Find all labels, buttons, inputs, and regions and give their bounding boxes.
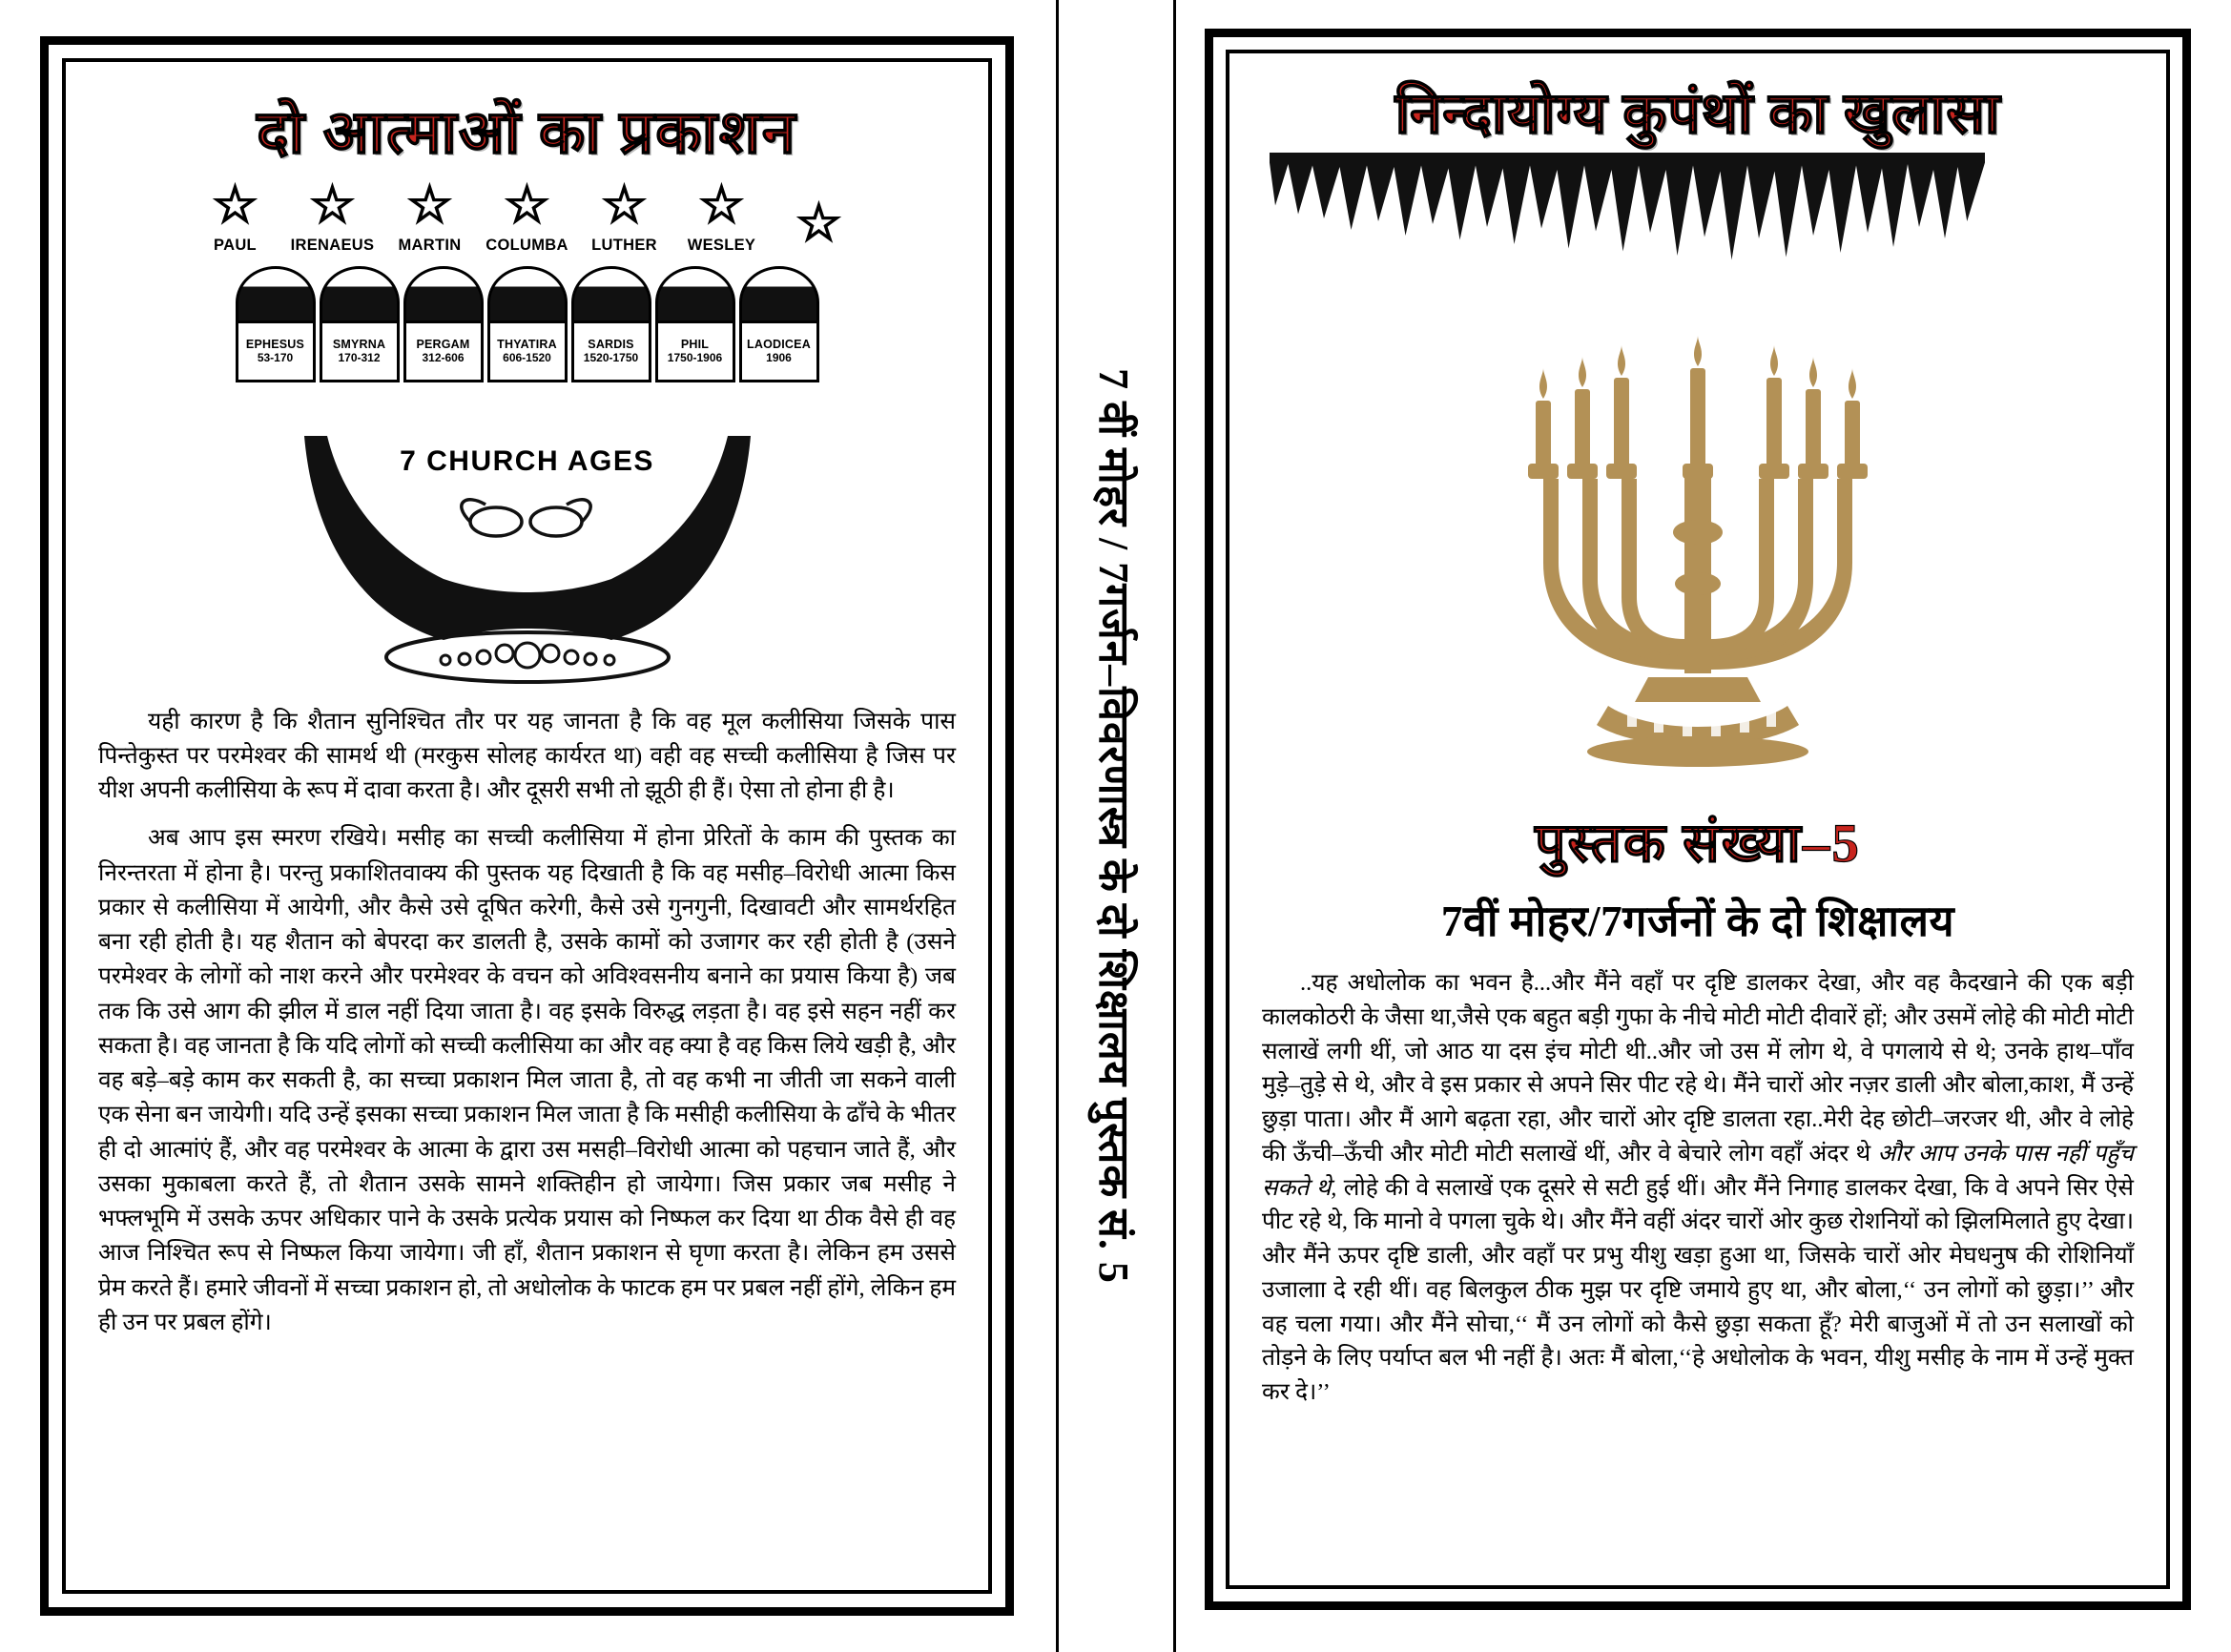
back-cover-border-outer	[40, 36, 1014, 1616]
book-spine	[1054, 0, 1178, 1652]
star-icon: ☆	[504, 176, 550, 235]
church-age-years: 1906	[766, 351, 792, 365]
back-cover-body-text	[98, 705, 956, 1341]
star-icon: ☆	[795, 195, 842, 253]
church-age-item	[739, 266, 819, 382]
back-paragraph: यही कारण है कि शैतान सुनिश्चित तौर पर यह जानता है कि वह मूल कलीसिया जिसके पास पिन्तेकुस्त पर परमेश्वर की सामर्थ थी (मरकुस सोलह कार्यरत था) वही वह सच्ची कलीसिया है जिस पर यीश अपनी कलीसिया के रूप में दावा करता है। और दूसरी सभी तो झूठी ही हैं। ऐसा तो होना ही है।	[98, 708, 956, 804]
drum-top-icon	[739, 266, 819, 323]
star-icon: ☆	[406, 176, 453, 235]
star-item	[775, 195, 863, 254]
drum-top-icon	[487, 266, 568, 323]
church-age-item	[236, 266, 316, 382]
star-item	[289, 176, 377, 254]
front-body-part2: लोहे की वे सलाखें एक दूसरे से सटी हुई थीं। और मैंने निगाह डालकर देखा, कि वे अपने सिर ऐसे पीट रहे थे, कि मानो वे पगला चुके थे। और मैंने वहीं अंदर चारों ओर कुछ रोशनियों को झिलमिलाते हुए देखा। और मैंने ऊपर दृष्टि डाली, और वहाँ पर प्रभु यीशु खड़ा हुआ था, जिसके चारों ओर मेघधनुष की रोशिनियाँ उजालाा दे रही थीं। वह बिलकुल ठीक मुझ पर दृष्टि जमाये हुए था, और बोला,‘‘ उन लोगों को छुड़ा।’’ और वह चला गया। और मैंने सोचा,‘‘ मैं उन लोगों को कैसे छुड़ा सकता हूँ? मेरी बाजुओं में तो उन सलाखों को तोड़ने के लिए पर्याप्त बल भी नहीं है। अतः मैं बोला,‘‘हे अधोलोक के भवन, यीशु मसीह के नाम में उन्हें मुक्त कर दे।’’	[1262, 1174, 2134, 1406]
spine-rule-right	[1173, 0, 1176, 1652]
star-item	[484, 176, 571, 254]
church-age-years: 606-1520	[503, 351, 551, 365]
star-label: COLUMBA	[485, 236, 568, 254]
front-title-block	[1262, 82, 2134, 263]
star-item	[386, 176, 474, 254]
front-cover-title: निन्दायोग्य कुपंथों का खुलासा	[1394, 82, 2001, 145]
church-age-years: 1520-1750	[583, 351, 639, 365]
church-age-drums	[222, 266, 833, 382]
church-age-name: PERGAM	[416, 338, 470, 352]
book-number: पुस्तक संख्या–5	[1535, 814, 1861, 874]
drum-top-icon	[403, 266, 484, 323]
star-item	[678, 176, 766, 254]
church-age-item	[403, 266, 484, 382]
front-cover-content	[1229, 53, 2166, 1585]
drum-top-icon	[655, 266, 735, 323]
drum-body	[739, 323, 819, 382]
church-age-item	[487, 266, 568, 382]
front-cover-panel	[1178, 0, 2231, 1652]
star-label: PAUL	[214, 236, 257, 254]
church-age-name: SARDIS	[588, 338, 634, 352]
star-icon: ☆	[601, 176, 648, 235]
back-cover-content	[66, 62, 988, 1590]
front-cover-border-outer	[1205, 29, 2191, 1610]
church-ages-caption: 7 CHURCH AGES	[400, 444, 654, 477]
star-label: WESLEY	[687, 236, 756, 254]
reformers-star-row	[98, 176, 956, 254]
drum-top-icon	[571, 266, 651, 323]
spine-title: 7 वीं मोहर / 7गर्जन–विवरणास्त्र के दो शिक्षालय पुस्तक सं. 5	[1090, 368, 1137, 1284]
star-icon: ☆	[309, 176, 356, 235]
church-age-years: 1750-1906	[667, 351, 723, 365]
back-cover-panel	[0, 0, 1054, 1652]
church-age-item	[320, 266, 400, 382]
drum-body	[320, 323, 400, 382]
church-age-years: 170-312	[338, 351, 381, 365]
front-body-part1: ..यह अधोलोक का भवन है...और मैंने वहाँ पर दृष्टि डालकर देखा, और वह कैदखाने की एक बड़ी कालकोठरी के जैसा था,जैसे एक बहुत बड़ी गुफा के नीचे मोटी मोटी दीवारें हों; और उसमें लोहे की मोटी मोटी सलाखें लगी थीं, जो आठ या दस इंच मोटी थी..और जो उस में लोग थे, वे पगलाये से थे; उनके हाथ–पाँव मुड़े–तुड़े से थे, और वे इस प्रकार से अपने सिर पीट रहे थे। मैंने चारों ओर नज़र डाली और बोला,काश, मैं उन्हें छुड़ा पाता। और मैं आगे बढ़ता रहा, और चारों ओर दृष्टि डालता रहा..मेरी देह छोटी–जरजर थी, और वे लोहे की ऊँची–ऊँची और मोटी मोटी सलाखें थीं, और वे बेचारे लोग वहाँ अंदर थे	[1262, 970, 2134, 1167]
drum-body	[655, 323, 735, 382]
drum-body	[571, 323, 651, 382]
church-age-name: PHIL	[680, 338, 710, 352]
front-cover-body-text	[1262, 966, 2134, 1410]
front-cover-subtitle: 7वीं मोहर/7गर्जनों के दो शिक्षालय	[1440, 898, 1955, 945]
church-age-item	[655, 266, 735, 382]
drum-body	[236, 323, 316, 382]
menorah-illustration	[1262, 267, 2134, 801]
star-label: LUTHER	[591, 236, 657, 254]
spine-rule-left	[1056, 0, 1059, 1652]
star-icon: ☆	[698, 176, 745, 235]
front-body-italic: और आप उनके पास नहीं पहुँच सकते थे,	[1262, 1140, 2134, 1201]
church-age-years: 312-606	[422, 351, 465, 365]
menorah-icon	[1440, 277, 1955, 792]
back-cover-border-inner	[62, 58, 992, 1594]
front-paragraph	[1262, 966, 2134, 1410]
spikes-ornament-icon	[1270, 153, 1985, 267]
church-age-years: 53-170	[257, 351, 294, 365]
drum-body	[403, 323, 484, 382]
church-age-name: LAODICEA	[747, 338, 811, 352]
back-paragraph: अब आप इस स्मरण रखिये। मसीह का सच्ची कलीसिया में होना प्रेरितों के काम की पुस्तक का निरन्तरता में होना है। परन्तु प्रकाशितवाक्य की पुस्तक यह दिखाती है कि वह मसीह–विरोधी आत्मा किस प्रकार से कलीसिया में आयेगी, और कैसे उसे दूषित करेगी, कैसे उसे गुनगुनी, दिखावटी और सामर्थरहित बना रही होती है। यह शैतान को बेपरदा कर डालती है, उसके कामों को उजागर कर रही होती है (उसने परमेश्वर के लोगों को नाश करने और परमेश्वर के वचन को अविश्वसनीय बनाने का प्रयास किया है) जब तक कि उसे आग की झील में डाल नहीं दिया जाता है। वह इसके विरुद्ध लड़ता है। वह इसे सहन नहीं कर सकता है। वह जानता है कि यदि लोगों को सच्ची कलीसिया का और वह क्या है वह किस लिये खड़ी है, और वह बड़े–बड़े काम कर सकती है, का सच्चा प्रकाशन मिल जाता है, तो वह कभी ना जीती जा सकने वाली एक सेना बन जायेगी। यदि उन्हें इसका सच्चा प्रकाशन मिल जाता है कि मसीही कलीसिया के ढाँचे के भीतर ही दो आत्मांएं हैं, और वह परमेश्वर के आत्मा के द्वारा उस मसही–विरोधी आत्मा को पहचान जाते हैं, और उसका मुकाबला करते हैं, तो शैतान उसके सामने शक्तिहीन हो जायेगा। जिस प्रकार जब मसीह ने भफ्लभूमि में उसके ऊपर अधिकार पाने के उसके प्रत्येक प्रयास को निष्फल कर दिया था ठीक वैसे ही वह आज निश्चित रूप से निष्फल किया जायेगा। जी हाँ, शैतान प्रकाशन से घृणा करता है। लेकिन हम उससे प्रेम करते हैं। हमारे जीवनों में सच्चा प्रकाशन हो, तो अधोलोक के फाटक हम पर प्रबल नहीं होंगे, लेकिन हम ही उन पर प्रबल होंगे।	[98, 825, 956, 1335]
church-age-name: EPHESUS	[245, 338, 305, 352]
back-cover-title: दो आत्माओं का प्रकाशन	[257, 99, 797, 166]
church-age-item	[571, 266, 651, 382]
drum-body	[487, 323, 568, 382]
church-age-name: SMYRNA	[332, 338, 386, 352]
star-item	[581, 176, 669, 254]
drum-top-icon	[320, 266, 400, 323]
seven-church-ages-graphic	[222, 258, 833, 690]
front-cover-border-inner	[1226, 50, 2170, 1589]
star-item	[192, 176, 279, 254]
church-age-name: THYATIRA	[497, 338, 557, 352]
star-label: IRENAEUS	[290, 236, 375, 254]
drum-top-icon	[236, 266, 316, 323]
star-icon: ☆	[212, 176, 258, 235]
lampstand-icon	[222, 402, 833, 688]
star-label: MARTIN	[398, 236, 462, 254]
